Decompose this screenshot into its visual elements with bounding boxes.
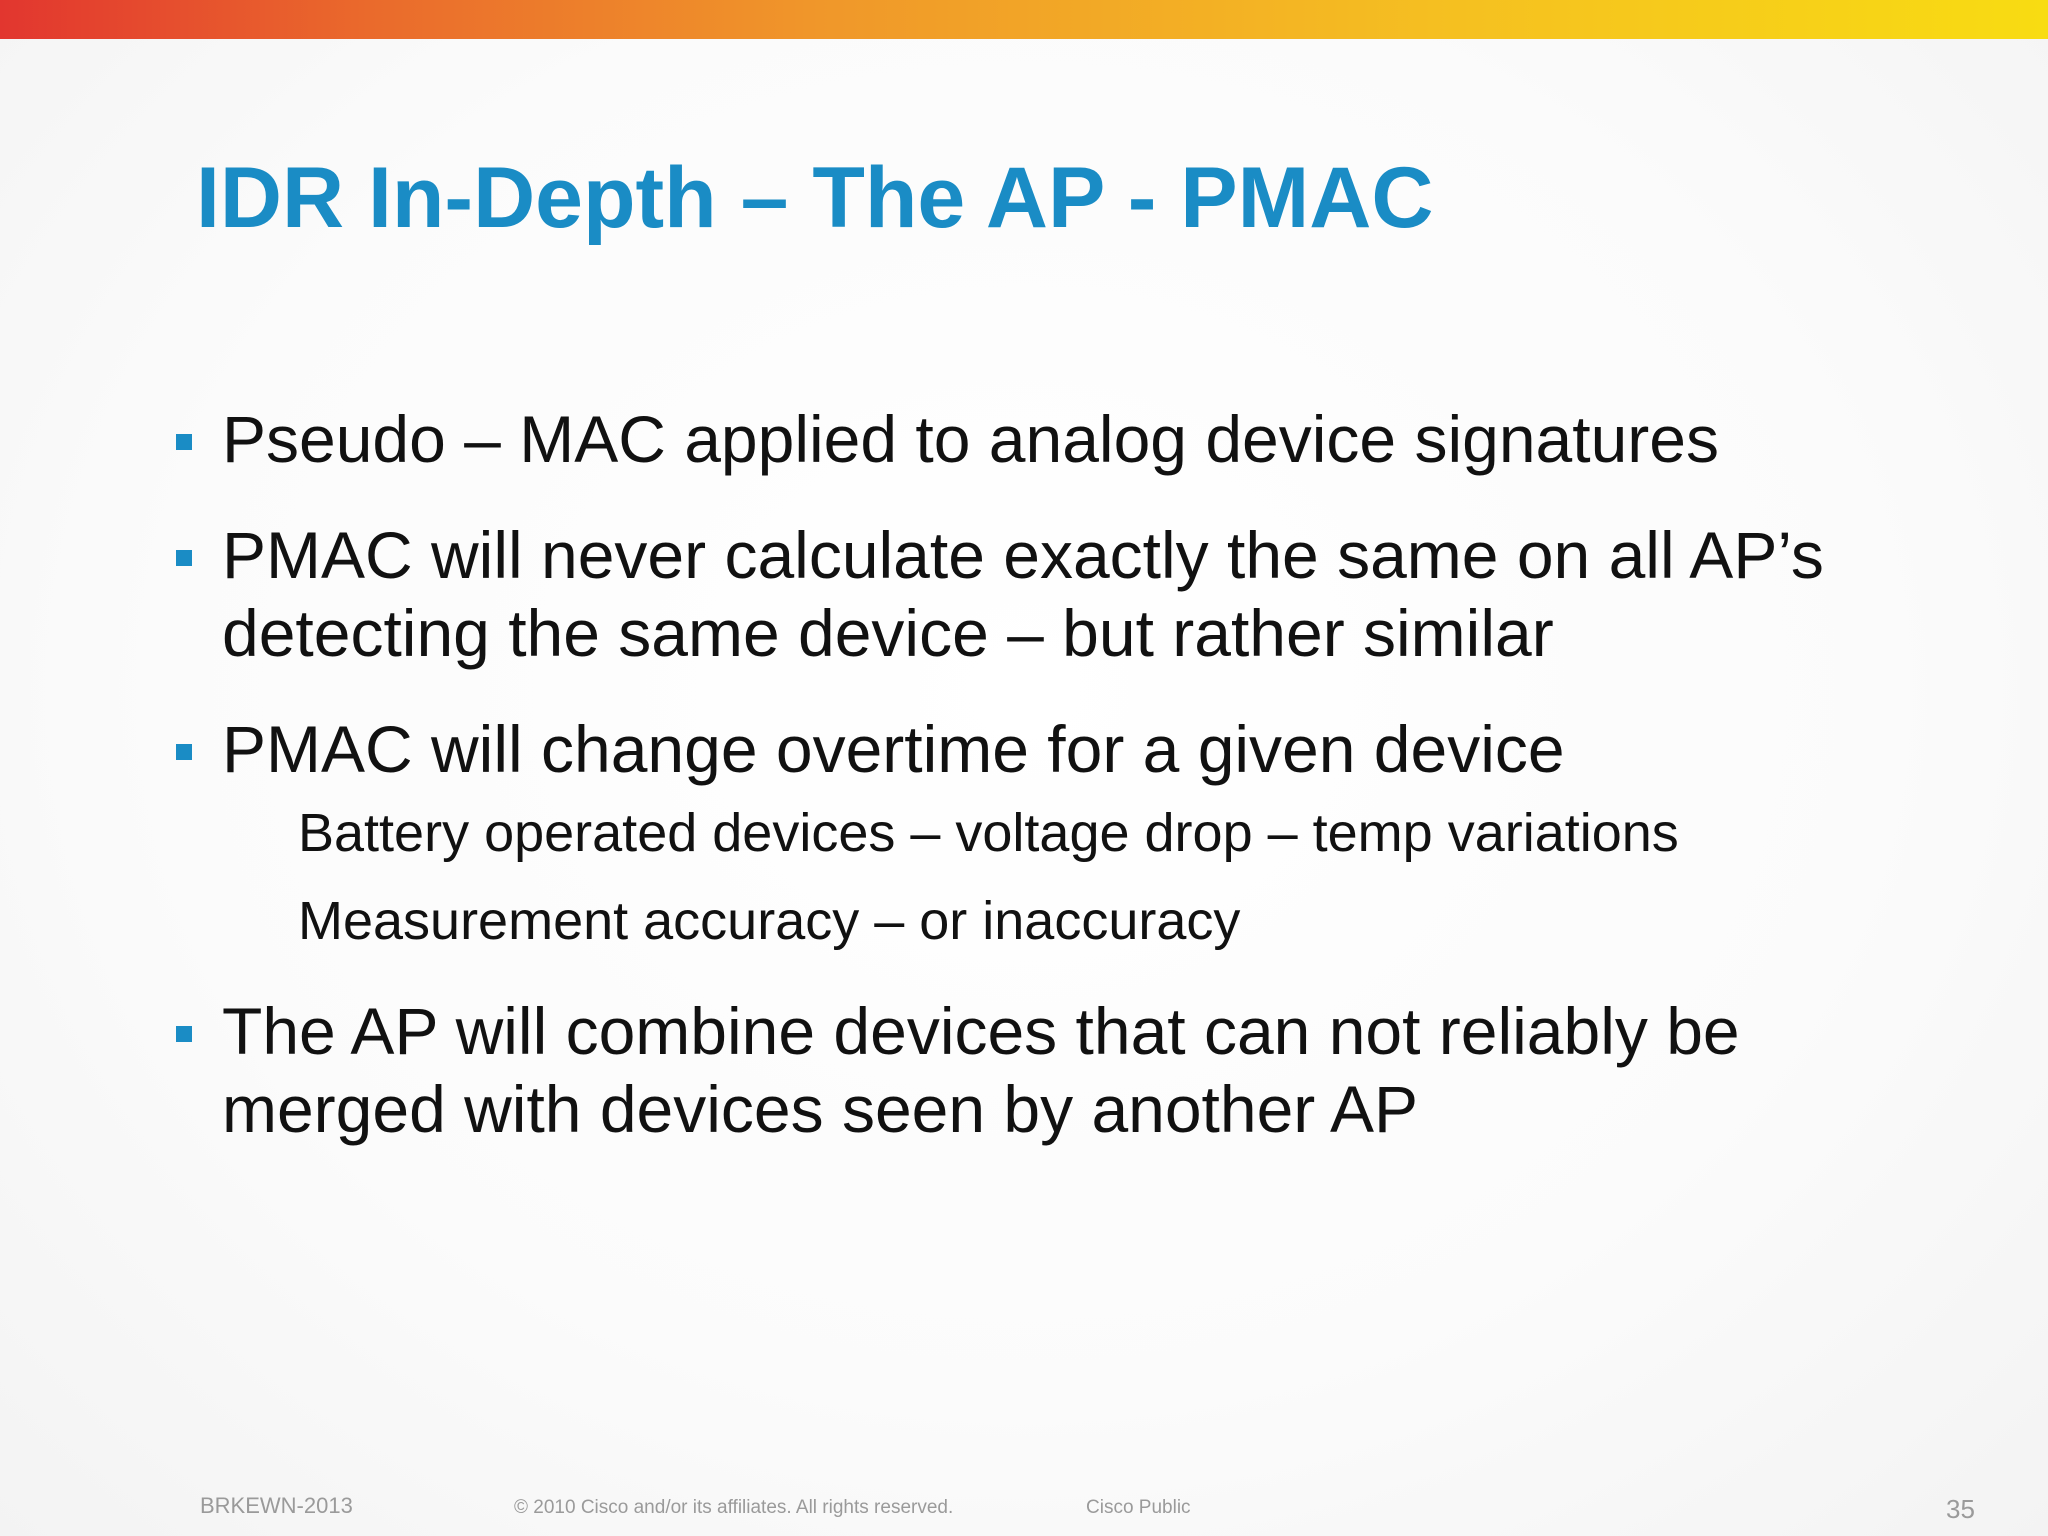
bullet-item [170, 400, 1930, 478]
footer-session-id: BRKEWN-2013 [200, 1493, 353, 1518]
bullet-text: PMAC will never calculate exactly the same on all AP’s detecting the same device – but rather similar [222, 518, 1824, 670]
page-number: 35 [1946, 1494, 1975, 1524]
bullet-item [170, 710, 1930, 954]
bullet-text: PMAC will change overtime for a given device [222, 712, 1565, 786]
sub-bullet-list [222, 800, 1930, 954]
square-bullet-icon [176, 434, 192, 450]
square-bullet-icon [176, 550, 192, 566]
square-bullet-icon [176, 1026, 192, 1042]
bullet-text: The AP will combine devices that can not reliably be merged with devices seen by another AP [222, 994, 1740, 1146]
bullet-item [170, 992, 1930, 1148]
sub-bullet-item: Battery operated devices – voltage drop – temp variations [298, 803, 1679, 863]
sub-bullet-item: Measurement accuracy – or inaccuracy [298, 891, 1241, 951]
bullet-item [170, 516, 1930, 672]
bullet-text: Pseudo – MAC applied to analog device signatures [222, 402, 1719, 476]
slide-title: IDR In-Depth – The AP - PMAC [196, 150, 1434, 246]
square-bullet-icon [176, 744, 192, 760]
footer-classification: Cisco Public [1086, 1497, 1191, 1518]
footer-copyright: © 2010 Cisco and/or its affiliates. All rights reserved. [514, 1497, 954, 1518]
top-gradient-bar [0, 0, 2048, 39]
bullet-list [170, 400, 1930, 1186]
